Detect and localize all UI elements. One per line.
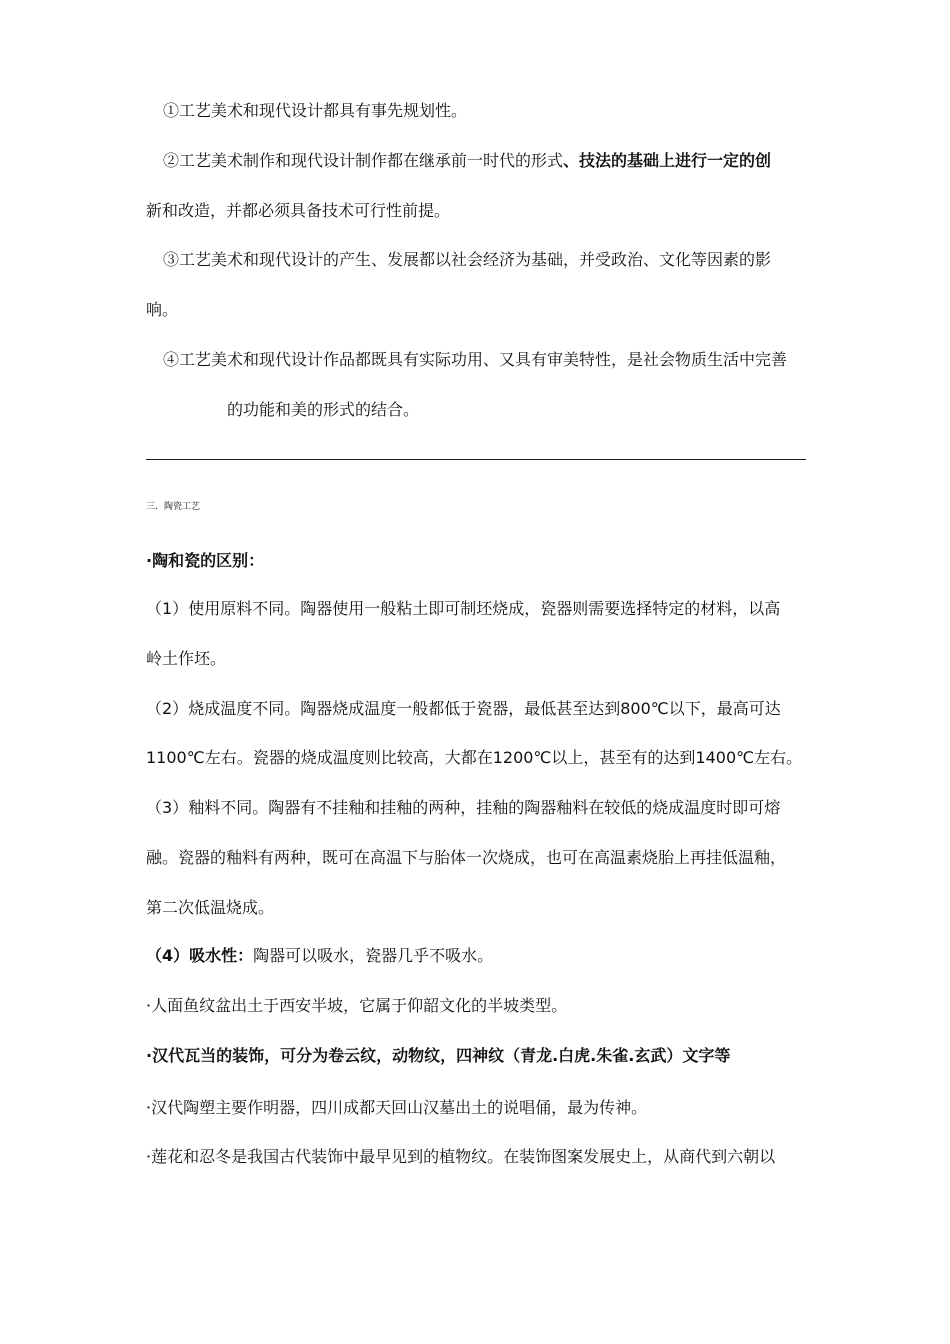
difference-4 bbox=[146, 946, 493, 966]
difference-2-line-1 bbox=[146, 699, 781, 719]
difference-3-line-2: 融。瓷器的釉料有两种，既可在高温下与胎体一次烧成，也可在高温素烧胎上再挂低温釉， bbox=[146, 848, 787, 867]
difference-1-line-2: 岭土作坯。 bbox=[146, 649, 227, 668]
temperature-1200: 1200℃ bbox=[492, 748, 552, 767]
difference-2-text-3: 以上，甚至有的达到 bbox=[551, 748, 696, 767]
paragraph-1: ①工艺美术和现代设计都具有事先规划性。 bbox=[163, 101, 468, 120]
difference-2-number: （2） bbox=[146, 699, 189, 718]
difference-2-text-4: 左右。 bbox=[754, 748, 803, 767]
difference-1-text: 使用原料不同。陶器使用一般粘土即可制坯烧成，瓷器则需要选择特定的材料，以高 bbox=[188, 599, 781, 618]
difference-2-text: 烧成温度不同。陶器烧成温度一般都低于瓷器，最低甚至达到 bbox=[188, 699, 621, 718]
paragraph-3-line-2: 响。 bbox=[146, 300, 179, 319]
difference-2-line-2 bbox=[146, 748, 802, 768]
paragraph-4-line-1: ④工艺美术和现代设计作品都既具有实际功用、又具有审美特性，是社会物质生活中完善 bbox=[163, 350, 788, 369]
temperature-1400: 1400℃ bbox=[695, 748, 755, 767]
note-1: ·人面鱼纹盆出土于西安半坡，它属于仰韶文化的半坡类型。 bbox=[146, 996, 568, 1015]
paragraph-2-bold-text: 、技法的基础上进行一定的创 bbox=[563, 151, 772, 170]
paragraph-3-line-1: ③工艺美术和现代设计的产生、发展都以社会经济为基础，并受政治、文化等因素的影 bbox=[163, 250, 772, 269]
difference-4-text: 陶器可以吸水，瓷器几乎不吸水。 bbox=[253, 946, 494, 965]
note-4: ·莲花和忍冬是我国古代装饰中最早见到的植物纹。在装饰图案发展史上，从商代到六朝以 bbox=[146, 1147, 776, 1166]
paragraph-4-line-2: 的功能和美的形式的结合。 bbox=[227, 400, 420, 419]
difference-3-number: （3） bbox=[146, 798, 189, 817]
difference-2-text-2: 左右。瓷器的烧成温度则比较高，大都在 bbox=[204, 748, 493, 767]
difference-4-label: （4）吸水性： bbox=[146, 946, 254, 965]
difference-3-line-3: 第二次低温烧成。 bbox=[146, 898, 275, 917]
paragraph-2-text: ②工艺美术制作和现代设计制作都在继承前一时代的形式 bbox=[163, 151, 564, 170]
temperature-1100: 1100℃ bbox=[146, 748, 205, 767]
temperature-800: 800℃ bbox=[620, 699, 669, 718]
difference-1-number: （1） bbox=[146, 599, 189, 618]
note-3: ·汉代陶塑主要作明器，四川成都天回山汉墓出土的说唱俑，最为传神。 bbox=[146, 1098, 648, 1117]
difference-3-text: 釉料不同。陶器有不挂釉和挂釉的两种，挂釉的陶器釉料在较低的烧成温度时即可熔 bbox=[188, 798, 781, 817]
paragraph-2-line-2: 新和改造，并都必须具备技术可行性前提。 bbox=[146, 201, 451, 220]
paragraph-2-line-1 bbox=[163, 151, 771, 171]
section-heading: 三．陶瓷工艺 bbox=[146, 502, 201, 512]
note-2: ·汉代瓦当的装饰，可分为卷云纹，动物纹，四神纹（青龙.白虎.朱雀.玄武）文字等 bbox=[146, 1046, 731, 1065]
difference-3-line-1 bbox=[146, 798, 780, 818]
difference-1-line-1 bbox=[146, 599, 780, 619]
horizontal-divider bbox=[146, 459, 806, 460]
difference-2-tail: 以下，最高可达 bbox=[668, 699, 781, 718]
difference-heading: ·陶和瓷的区别： bbox=[146, 551, 265, 570]
